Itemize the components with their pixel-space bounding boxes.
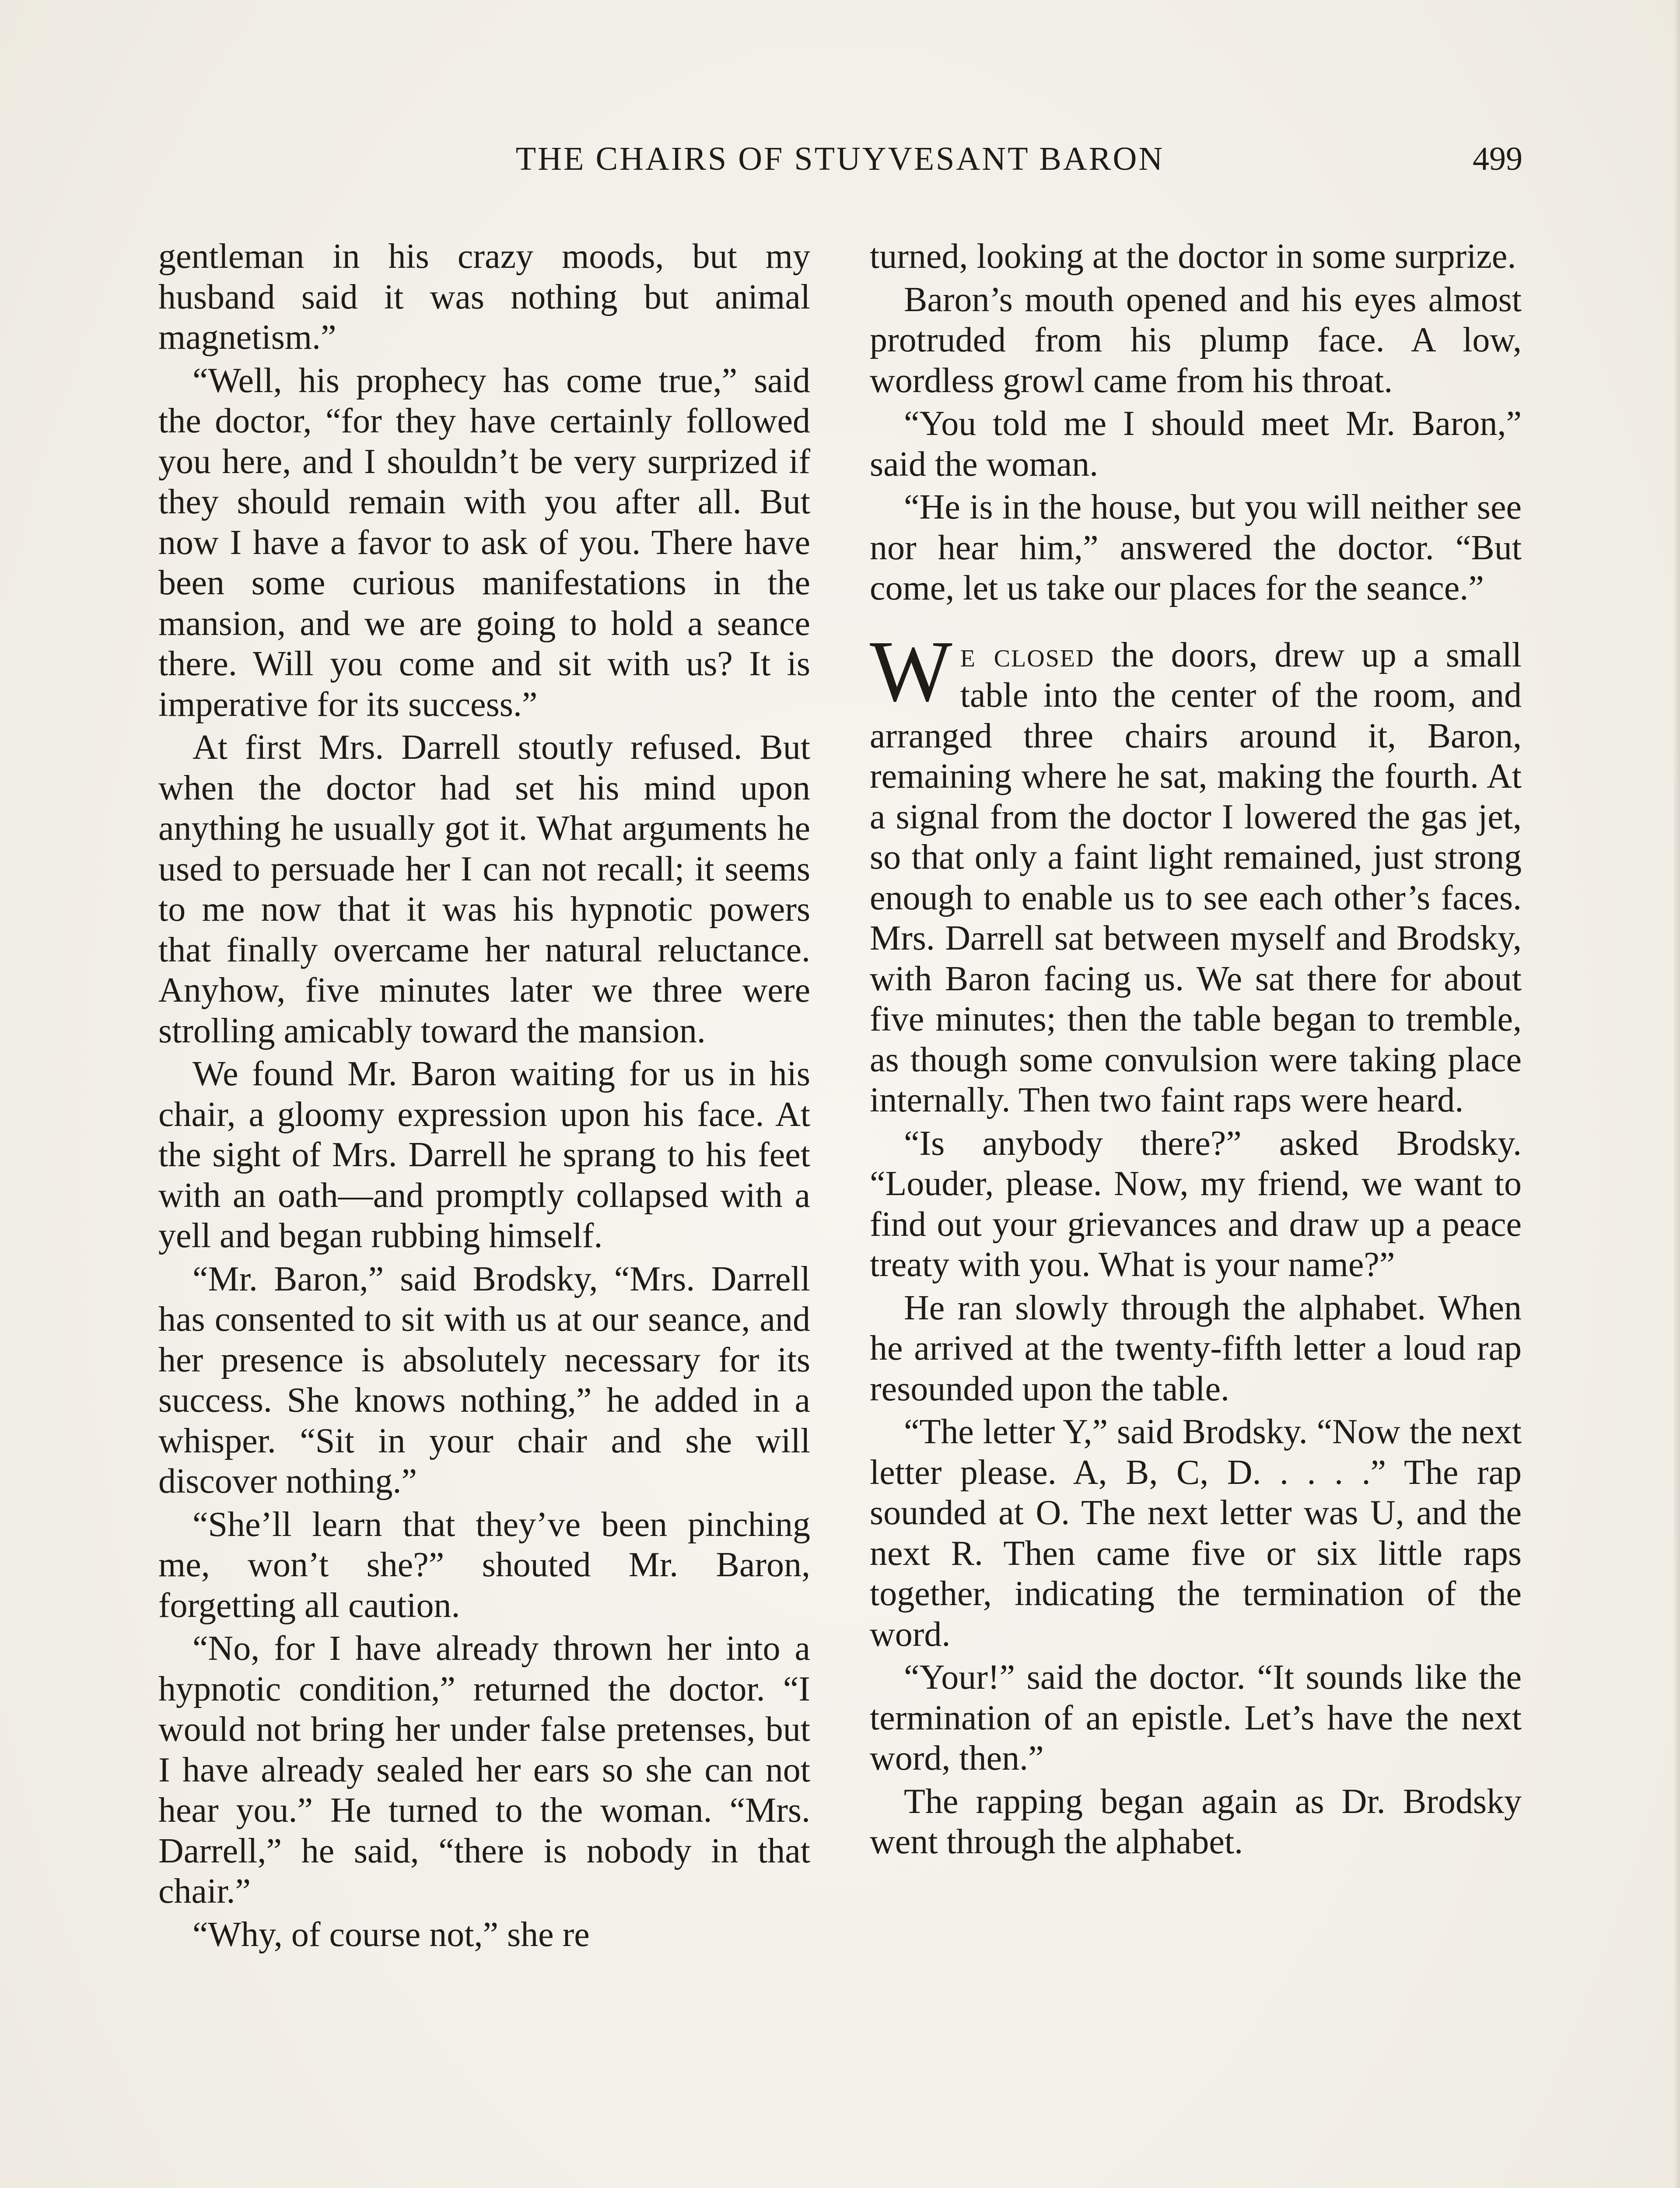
paragraph: turned, looking at the doctor in some surprize. [870, 237, 1516, 276]
paragraph-text: the doors, drew up a small table into the center of the room, and arranged three chairs around it, Baron, remaining where he sat, making the fourth. At a signal from the doctor I lowered the gas jet, so that only a faint light remained, just strong enough to enable us to see each other’s faces. Mrs. Darrell sat between myself and Brodsky, with Baron facing us. We sat there for about five minutes; then the table began to tremble, as though some convulsion were taking place internally. Then two faint raps were heard. [870, 635, 1522, 1119]
running-head: THE CHAIRS OF STUYVESANT BARON [515, 140, 1165, 177]
page-edge [1674, 0, 1680, 2188]
paragraph: “She’ll learn that they’ve been pinching me, won’t she?” shouted Mr. Baron, forgetting all caution. [158, 1505, 810, 1625]
paragraph: The rapping began again as Dr. Brodsky went through the alphabet. [870, 1782, 1522, 1861]
paragraph: We found Mr. Baron waiting for us in his chair, a gloomy expression upon his face. At the sight of Mrs. Darrell he sprang to his feet with an oath—and promptly collapsed with a yell and began rubbing himself. [158, 1055, 810, 1255]
paragraph: “Why, of course not,” she re [192, 1915, 590, 1954]
paragraph: “Well, his prophecy has come true,” said the doctor, “for they have certainly followed you here, and I shouldn’t be very surprized if they should remain with you after all. But now I have a favor to ask of you. There have been some curious manifestations in the mansion, and we are going to hold a seance there. Will you come and sit with us? It is imperative for its success.” [158, 361, 810, 724]
small-caps-lead: e closed [960, 635, 1095, 674]
paragraph: At first Mrs. Darrell stoutly refused. But when the doctor had set his mind upon anything he usually got it. What arguments he used to persuade her I can not recall; it seems to me now that it was his hypnotic powers that finally overcame her natural reluctance. Anyhow, five minutes later we three were strolling amicably toward the mansion. [158, 728, 810, 1050]
paragraph: He ran slowly through the alphabet. When he arrived at the twenty-fifth letter a loud rap resounded upon the table. [870, 1288, 1522, 1408]
paragraph: “You told me I should meet Mr. Baron,” said the woman. [870, 404, 1522, 484]
paragraph: “Your!” said the doctor. “It sounds like the termination of an epistle. Let’s have the next word, then.” [870, 1658, 1522, 1778]
left-column [158, 236, 810, 1957]
page-number: 499 [1473, 140, 1522, 177]
paragraph: gentleman in his crazy moods, but my husband said it was nothing but animal magnetism.” [158, 237, 810, 357]
paragraph: “Mr. Baron,” said Brodsky, “Mrs. Darrell has consented to sit with us at our seance, and her presence is absolutely necessary for its success. She knows nothing,” he added in a whisper. “Sit in your chair and she will discover nothing.” [158, 1259, 810, 1501]
paragraph: “The letter Y,” said Brodsky. “Now the next letter please. A, B, C, D. . . . .” The rap sounded at O. The next letter was U, and the next R. Then came five or six little raps together, indicating the termination of the word. [870, 1413, 1522, 1654]
drop-cap: W [870, 623, 952, 720]
right-column [870, 236, 1522, 1865]
paragraph: “He is in the house, but you will neither see nor hear him,” answered the doctor. “But come, let us take our places for the seance.” [870, 488, 1522, 607]
paragraph: Baron’s mouth opened and his eyes almost protruded from his plump face. A low, wordless growl came from his throat. [870, 280, 1522, 400]
page-header [158, 140, 1522, 188]
paragraph: “Is anybody there?” asked Brodsky. “Louder, please. Now, my friend, we want to find out your grievances and draw up a peace treaty with you. What is your name?” [870, 1124, 1522, 1284]
paragraph: “No, for I have already thrown her into a hypnotic condition,” returned the doctor. “I would not bring her under false pretenses, but I have already sealed her ears so she can not hear you.” He turned to the woman. “Mrs. Darrell,” he said, “there is nobody in that chair.” [158, 1629, 810, 1911]
section-paragraph [870, 623, 1522, 1121]
